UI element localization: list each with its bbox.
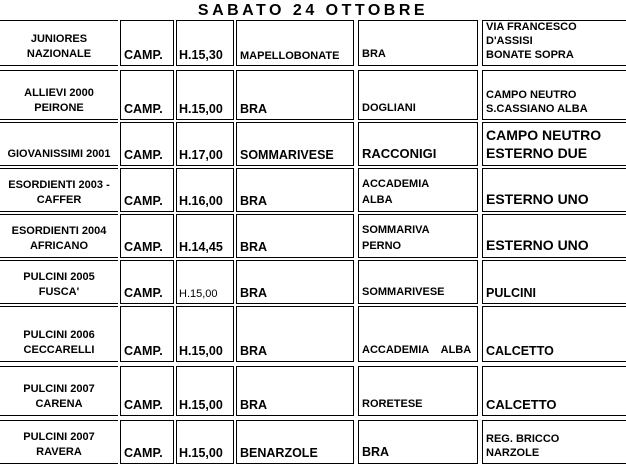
time-cell: H.15,00 — [176, 306, 234, 362]
type-cell: CAMP. — [120, 260, 174, 304]
table-row — [0, 366, 626, 416]
away-cell: DOGLIANI — [358, 70, 478, 120]
venue-cell: CAMPO NEUTRO S.CASSIANO ALBA — [482, 70, 626, 120]
table-row — [0, 420, 626, 464]
away-cell: ACCADEMIA ALBA — [358, 306, 478, 362]
type-cell: CAMP. — [120, 122, 174, 166]
time-cell: H.15,00 — [176, 260, 234, 304]
home-cell: BRA — [236, 168, 354, 212]
table-row — [0, 306, 626, 362]
team-cell: JUNIORES NAZIONALE — [0, 20, 118, 66]
time-cell: H.15,00 — [176, 366, 234, 416]
team-cell: ESORDIENTI 2003 - CAFFER — [0, 168, 118, 212]
table-row — [0, 122, 626, 166]
table-row — [0, 70, 626, 120]
away-cell: RORETESE — [358, 366, 478, 416]
time-cell: H.16,00 — [176, 168, 234, 212]
team-cell: PULCINI 2005 FUSCA' — [0, 260, 118, 304]
home-cell: MAPELLOBONATE — [236, 20, 354, 66]
table-row — [0, 168, 626, 212]
table-row — [0, 260, 626, 304]
team-cell: PULCINI 2007 CARENA — [0, 366, 118, 416]
venue-cell: CAMPO NEUTRO ESTERNO DUE — [482, 122, 626, 166]
team-cell: ALLIEVI 2000 PEIRONE — [0, 70, 118, 120]
venue-cell: ESTERNO UNO — [482, 168, 626, 212]
away-cell: SOMMARIVA PERNO — [358, 214, 478, 258]
time-cell: H.14,45 — [176, 214, 234, 258]
venue-cell: CALCETTO — [482, 306, 626, 362]
type-cell: CAMP. — [120, 168, 174, 212]
away-cell: ACCADEMIA ALBA — [358, 168, 478, 212]
time-cell: H.15,00 — [176, 70, 234, 120]
home-cell: BENARZOLE — [236, 420, 354, 464]
venue-cell: ESTERNO UNO — [482, 214, 626, 258]
type-cell: CAMP. — [120, 420, 174, 464]
home-cell: BRA — [236, 260, 354, 304]
table-row — [0, 214, 626, 258]
type-cell: CAMP. — [120, 20, 174, 66]
page-title: SABATO 24 OTTOBRE — [197, 2, 429, 19]
type-cell: CAMP. — [120, 306, 174, 362]
venue-cell: REG. BRICCO NARZOLE — [482, 420, 626, 464]
home-cell: SOMMARIVESE — [236, 122, 354, 166]
type-cell: CAMP. — [120, 214, 174, 258]
time-cell: H.17,00 — [176, 122, 234, 166]
home-cell: BRA — [236, 366, 354, 416]
team-cell: ESORDIENTI 2004 AFRICANO — [0, 214, 118, 258]
away-cell: RACCONIGI — [358, 122, 478, 166]
home-cell: BRA — [236, 214, 354, 258]
type-cell: CAMP. — [120, 366, 174, 416]
home-cell: BRA — [236, 306, 354, 362]
away-cell: SOMMARIVESE — [358, 260, 478, 304]
away-cell: BRA — [358, 20, 478, 66]
type-cell: CAMP. — [120, 70, 174, 120]
team-cell: PULCINI 2007 RAVERA — [0, 420, 118, 464]
table-row — [0, 20, 626, 66]
venue-cell: PULCINI — [482, 260, 626, 304]
venue-cell: VIA FRANCESCO D'ASSISI BONATE SOPRA — [482, 20, 626, 66]
venue-cell: CALCETTO — [482, 366, 626, 416]
team-cell: PULCINI 2006 CECCARELLI — [0, 306, 118, 362]
time-cell: H.15,00 — [176, 420, 234, 464]
home-cell: BRA — [236, 70, 354, 120]
team-cell: GIOVANISSIMI 2001 — [0, 122, 118, 166]
time-cell: H.15,30 — [176, 20, 234, 66]
away-cell: BRA — [358, 420, 478, 464]
